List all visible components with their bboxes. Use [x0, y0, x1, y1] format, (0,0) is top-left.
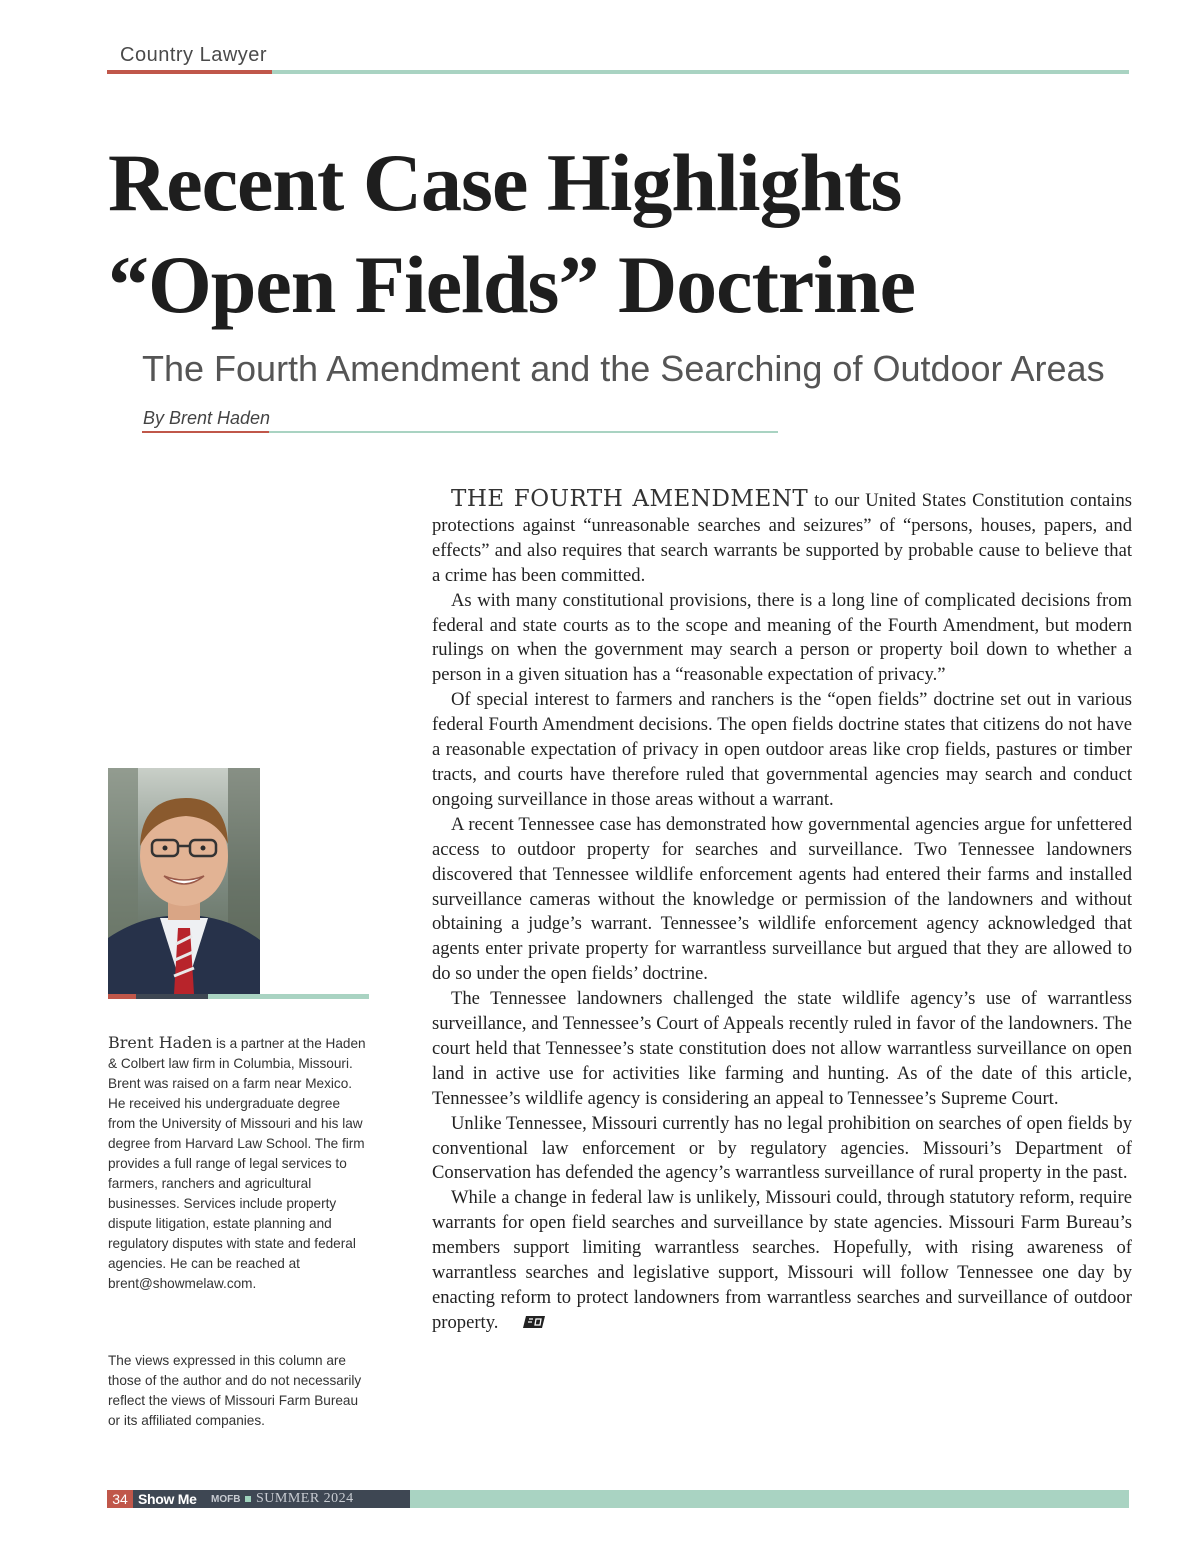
disclaimer: The views expressed in this column are those of the author and do not necessarily reflect the views of Missouri Farm Bureau or its affiliated companies. [108, 1353, 362, 1428]
photo-rule-accent [108, 994, 136, 999]
byline-rule-accent [142, 431, 269, 433]
paragraph: The Tennessee landowners challenged the state wildlife agency’s use of warrantless surveillance, and Tennessee’s Court of Appeals recently ruled in favor of the landowners. The court held that Tennessee’s state constitution does not allow warrantless surveillance on open land in active use for activities like farming and hunting. As of the date of this article, Tennessee’s wildlife agency is considering an appeal to Tennessee’s Supreme Court. [432, 988, 1132, 1109]
title-line-1: Recent Case Highlights [108, 137, 902, 228]
paragraph: A recent Tennessee case has demonstrated how governmental agencies argue for unfettered access to outdoor property for searches and surveillance. Two Tennessee landowners discovered that Tennessee wildlife enforcement agents had entered their farms and installed surveillance cameras without the knowledge or permission of the landowners and without obtaining a judge’s warrant. Tennessee’s wildlife enforcement agency acknowledged that agents enter private property for warrantless surveillance but argued that they are allowed to do so under the open fields’ doctrine. [432, 813, 1132, 985]
footer-brand-sub: MOFB [211, 1494, 241, 1505]
paragraph-text: While a change in federal law is unlikely, Missouri could, through statutory reform, require warrants for open field searches and surveillance by state agencies. Missouri Farm Bureau’s members support limiting warrantless searches. Hopefully, with rising awareness of warrantless searches and legislative support, Missouri will follow Tennessee one day by enacting reform to protect landowners from warrantless searches and surveillance of outdoor property. [432, 1187, 1132, 1333]
byline-rule [269, 431, 778, 433]
photo-rule-dark [136, 994, 208, 999]
footer-brand: Show Me [138, 1491, 197, 1507]
paragraph [432, 1186, 1132, 1336]
subtitle: The Fourth Amendment and the Searching of Outdoor Areas [142, 348, 1105, 389]
section-label: Country Lawyer [120, 44, 268, 66]
header-rule-accent [107, 70, 272, 74]
header-rule [272, 70, 1129, 74]
paragraph: Unlike Tennessee, Missouri currently has no legal prohibition on searches of open fields by conventional law enforcement or by regulatory agencies. Missouri’s Department of Conservation has defended the agency’s warrantless surveillance of rural property in the past. [432, 1112, 1132, 1184]
lead-in-caps: THE FOURTH AMENDMENT [451, 486, 809, 512]
author-name: Brent Haden [108, 1033, 213, 1052]
end-mark-icon [504, 1311, 545, 1336]
article-body [432, 487, 1132, 1336]
page-title [108, 132, 1158, 336]
author-photo [108, 768, 260, 994]
page-number: 34 [107, 1490, 133, 1508]
title-line-2: “Open Fields” Doctrine [108, 239, 916, 330]
paragraph [432, 487, 1132, 589]
footer-separator-icon [245, 1496, 251, 1502]
bio-text: is a partner at the Haden & Colbert law firm in Columbia, Missouri. Brent was raised on a farm near Mexico. He received his undergraduate degree from the University of Missouri and his law degree from Harvard Law School. The firm provides a full range of legal services to farmers, ranchers and agricultural businesses. Services include property dispute litigation, estate planning and regulatory disputes with state and federal agencies. He can be reached at brent@showmelaw.com. [108, 1036, 366, 1291]
photo-rule [208, 994, 369, 999]
author-bio [108, 1033, 370, 1294]
footer-bar [410, 1490, 1129, 1508]
paragraph: Of special interest to farmers and ranchers is the “open fields” doctrine set out in various federal Fourth Amendment decisions. The open fields doctrine states that citizens do not have a reasonable expectation of privacy in open outdoor areas like crop fields, pastures or timber tracts, and courts have therefore ruled that governmental agencies may search and conduct ongoing surveillance in those areas without a warrant. [432, 689, 1132, 810]
footer-issue: SUMMER 2024 [256, 1491, 354, 1506]
paragraph: As with many constitutional provisions, there is a long line of complicated decisions from federal and state courts as to the scope and meaning of the Fourth Amendment, but modern rulings on when the government may search a person or property boil down to whether a person in a given situation has a “reasonable expectation of privacy.” [432, 589, 1132, 686]
paragraph-text: to our United States Constitution contains protections against “unreasonable searches and seizures” of “persons, houses, papers, and effects” and also requires that search warrants be supported by probable cause to believe that a crime has been committed. [432, 490, 1133, 586]
byline: By Brent Haden [143, 408, 271, 428]
